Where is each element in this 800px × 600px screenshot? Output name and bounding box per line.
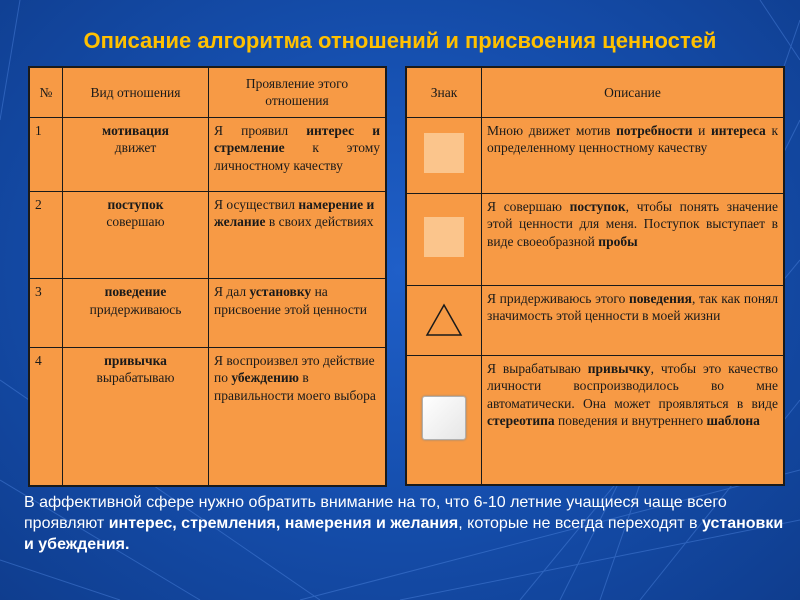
table-row <box>29 191 386 278</box>
text-run: поведения и внутреннего <box>554 413 707 428</box>
relation-manifestation <box>209 279 387 347</box>
table-row <box>406 285 784 355</box>
text-run: на присвоение этой ценности <box>214 284 367 317</box>
bold-text: намерение и желание <box>214 196 375 230</box>
sign-description <box>482 285 785 355</box>
sign-cell <box>406 285 482 355</box>
sign-description <box>482 193 785 285</box>
square-glyph-icon <box>424 217 464 257</box>
text-run: , чтобы понять значение этой ценности для меня. Поступок выступает в виде своеобразной <box>487 198 778 249</box>
relation-manifestation <box>209 347 387 486</box>
text-run: и <box>692 122 712 138</box>
text-run: к этому личностному качеству <box>214 140 380 173</box>
bold-text: установку <box>249 284 312 300</box>
bold-text: интерес и стремление <box>214 122 380 155</box>
text-run: в правильности моего выбора <box>214 370 376 403</box>
text-run: к определенному ценностному качеству <box>487 122 779 155</box>
sign-cell <box>406 117 482 193</box>
row-number: 2 <box>29 191 63 278</box>
bold-text: установки и убеждения. <box>24 515 784 553</box>
table-row <box>406 355 784 485</box>
table-row <box>406 117 784 193</box>
sign-description <box>482 355 785 485</box>
bold-text: интереса <box>711 122 766 138</box>
header-number: № <box>29 67 63 117</box>
relation-name: мотивация <box>102 122 169 138</box>
text-run: Я совершаю <box>487 198 570 214</box>
bold-text: пробы <box>598 233 638 249</box>
row-number: 3 <box>29 279 63 347</box>
bold-text: поведения <box>628 290 692 306</box>
signs-table-header <box>406 67 784 117</box>
text-run: , которые не всегда переходят в <box>458 515 702 532</box>
row-number: 4 <box>29 347 63 486</box>
relation-type <box>63 117 209 191</box>
relation-name: поступок <box>107 196 164 212</box>
text-run: В аффективной сфере нужно обратить внимание на то, что 6-10 летние учащиеся чаще всего проявляют <box>24 494 727 532</box>
bold-text: привычку <box>587 360 651 376</box>
relation-verb: вырабатываю <box>96 370 175 386</box>
square-glyph-icon <box>424 133 464 173</box>
relation-name: поведение <box>104 284 167 300</box>
bold-text: стереотипа <box>487 413 555 428</box>
text-run: Я проявил <box>214 122 307 138</box>
relation-manifestation <box>209 191 387 278</box>
sign-cell <box>406 355 482 485</box>
text-run: , чтобы это качество личности воспроизводилось во мне автоматически. Она может проявляться в виде <box>487 360 778 411</box>
bold-text: интерес, стремления, намерения и желания <box>108 515 459 532</box>
text-run: , так как понял значимость этой ценности в моей жизни <box>487 290 778 323</box>
bold-text: шаблона <box>706 413 760 428</box>
relation-manifestation <box>209 117 387 191</box>
text-run: Я придерживаюсь этого <box>487 290 629 306</box>
filled-square-icon <box>422 396 466 440</box>
row-number: 1 <box>29 117 63 191</box>
bold-text: поступок <box>569 198 626 214</box>
relations-table <box>28 66 387 487</box>
signs-table <box>405 66 785 486</box>
text-run: Я осуществил <box>214 196 299 212</box>
page-title: Описание алгоритма отношений и присвоения ценностей <box>83 28 717 53</box>
relation-name: привычка <box>104 352 167 368</box>
header-manifestation: Проявление этого отношения <box>209 67 387 117</box>
relation-type <box>63 347 209 486</box>
sign-cell <box>406 193 482 285</box>
bold-text: потребности <box>616 122 693 138</box>
table-row <box>29 279 386 347</box>
header-relation-type: Вид отношения <box>63 67 209 117</box>
table-row <box>406 193 784 285</box>
relation-verb: придерживаюсь <box>89 301 182 317</box>
text-run: Мною движет мотив <box>487 122 617 138</box>
table-row <box>29 117 386 191</box>
header-description: Описание <box>482 67 785 117</box>
sign-description <box>482 117 785 193</box>
triangle-icon <box>425 303 463 337</box>
relation-verb: движет <box>114 140 157 155</box>
footnote-text <box>24 492 784 555</box>
relation-type <box>63 279 209 347</box>
bold-text: убеждению <box>231 370 299 386</box>
relation-type <box>63 191 209 278</box>
relation-verb: совершаю <box>106 214 165 230</box>
text-run: Я вырабатываю <box>487 360 588 376</box>
header-sign: Знак <box>406 67 482 117</box>
text-run: Я дал <box>214 284 250 300</box>
text-run: Я воспроизвел это действие по <box>214 352 375 386</box>
table-row <box>29 347 386 486</box>
text-run: в своих действиях <box>265 214 374 230</box>
relations-table-header <box>29 67 386 117</box>
